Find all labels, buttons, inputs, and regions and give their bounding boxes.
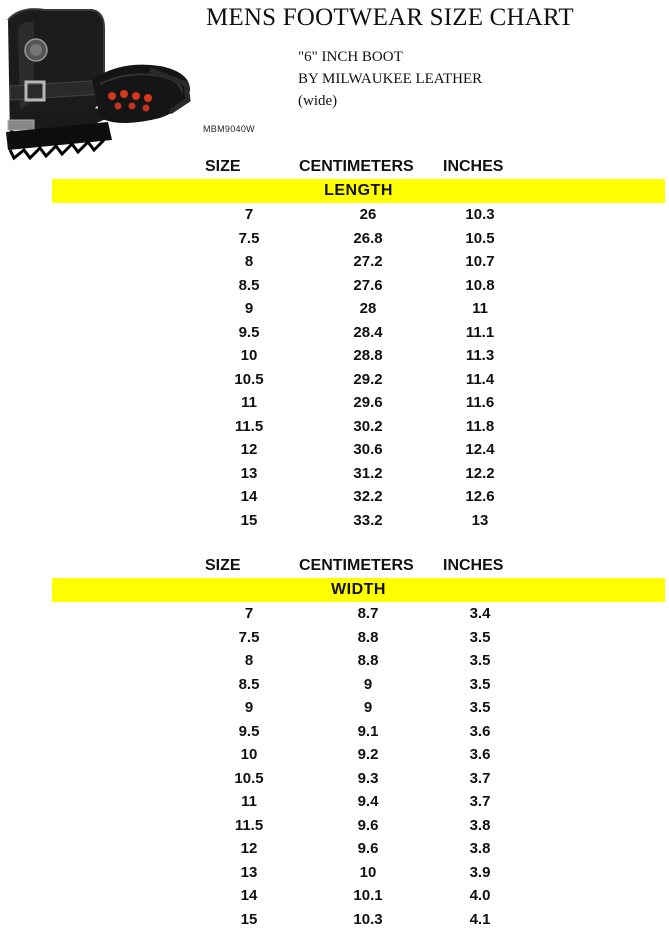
width-table-row bbox=[0, 790, 669, 813]
length-inches-cell: 11.8 bbox=[465, 417, 495, 435]
length-table-row bbox=[0, 344, 669, 367]
length-inches-cell: 12.6 bbox=[465, 488, 495, 505]
width-inches-cell: 4.1 bbox=[469, 910, 491, 928]
length-inches-cell: 11.3 bbox=[465, 347, 495, 364]
length-centimeters-cell: 26.8 bbox=[353, 229, 383, 247]
length-table-row bbox=[0, 509, 669, 532]
length-size-cell: 7 bbox=[244, 206, 254, 223]
length-centimeters-cell: 29.6 bbox=[353, 394, 383, 411]
length-size-cell: 8 bbox=[244, 253, 254, 270]
length-centimeters-cell: 26 bbox=[359, 206, 377, 223]
length-table-row bbox=[0, 227, 669, 250]
width-table-row bbox=[0, 814, 669, 837]
length-table-row bbox=[0, 368, 669, 391]
boot-product-image bbox=[0, 0, 200, 165]
width-table-row bbox=[0, 743, 669, 766]
length-size-cell: 9 bbox=[244, 300, 254, 317]
width-inches-cell: 3.9 bbox=[469, 863, 491, 881]
width-size-cell: 11 bbox=[241, 793, 257, 810]
width-band: WIDTH bbox=[52, 578, 665, 602]
length-inches-cell: 11.1 bbox=[465, 323, 495, 341]
width-table-row bbox=[0, 696, 669, 719]
length-centimeters-cell: 33.2 bbox=[353, 511, 383, 529]
width-inches-cell: 3.6 bbox=[469, 746, 491, 763]
length-centimeters-cell: 31.2 bbox=[353, 464, 383, 482]
length-centimeters-cell: 28.8 bbox=[353, 347, 383, 364]
subtitle-line-3: (wide) bbox=[298, 93, 338, 109]
length-size-cell: 15 bbox=[240, 511, 258, 529]
width-size-cell: 11.5 bbox=[234, 816, 264, 834]
width-size-cell: 13 bbox=[240, 863, 258, 881]
width-centimeters-cell: 8.7 bbox=[357, 605, 379, 622]
length-centimeters-header: CENTIMETERS bbox=[299, 158, 414, 175]
length-inches-cell: 12.2 bbox=[465, 464, 495, 482]
width-size-cell: 8 bbox=[244, 652, 254, 669]
width-size-cell: 10 bbox=[240, 746, 258, 763]
width-centimeters-cell: 9.2 bbox=[357, 746, 379, 763]
width-centimeters-cell: 9 bbox=[363, 699, 373, 716]
width-size-cell: 7 bbox=[244, 605, 254, 622]
length-centimeters-cell: 29.2 bbox=[353, 370, 383, 388]
length-inches-cell: 12.4 bbox=[465, 441, 495, 458]
length-size-cell: 14 bbox=[240, 488, 258, 505]
width-inches-header: INCHES bbox=[443, 557, 504, 574]
length-table-row bbox=[0, 462, 669, 485]
length-centimeters-cell: 30.6 bbox=[353, 441, 383, 458]
length-centimeters-cell: 28.4 bbox=[353, 323, 383, 341]
width-table-row bbox=[0, 720, 669, 743]
length-size-cell: 11 bbox=[241, 394, 257, 411]
width-table-row bbox=[0, 861, 669, 884]
width-table-row bbox=[0, 837, 669, 860]
width-table-row bbox=[0, 908, 669, 931]
width-table-row bbox=[0, 673, 669, 696]
length-size-cell: 11.5 bbox=[234, 417, 264, 435]
subtitle-line-1: "6" INCH BOOT bbox=[298, 49, 403, 65]
length-centimeters-cell: 30.2 bbox=[353, 417, 383, 435]
width-inches-cell: 3.8 bbox=[469, 840, 491, 857]
width-table-row bbox=[0, 884, 669, 907]
width-centimeters-cell: 8.8 bbox=[357, 652, 379, 669]
length-band: LENGTH bbox=[52, 179, 665, 203]
length-size-cell: 8.5 bbox=[238, 276, 260, 294]
length-inches-cell: 10.8 bbox=[465, 276, 495, 294]
length-table-row bbox=[0, 203, 669, 226]
width-size-cell: 12 bbox=[240, 840, 258, 857]
width-size-header: SIZE bbox=[205, 557, 241, 574]
length-size-cell: 7.5 bbox=[238, 229, 260, 247]
length-inches-header: INCHES bbox=[443, 158, 504, 175]
width-inches-cell: 3.8 bbox=[469, 816, 491, 834]
width-inches-cell: 3.7 bbox=[469, 793, 491, 810]
width-inches-cell: 3.5 bbox=[469, 628, 491, 646]
model-code: MBM9040W bbox=[203, 124, 255, 134]
width-inches-cell: 3.6 bbox=[469, 722, 491, 740]
length-size-cell: 9.5 bbox=[238, 323, 260, 341]
width-inches-cell: 3.5 bbox=[469, 652, 491, 669]
width-centimeters-cell: 9.4 bbox=[357, 793, 379, 810]
length-inches-cell: 13 bbox=[471, 511, 489, 529]
width-size-cell: 8.5 bbox=[238, 675, 260, 693]
width-inches-cell: 3.5 bbox=[469, 675, 491, 693]
length-inches-cell: 10.3 bbox=[465, 206, 495, 223]
length-table-row bbox=[0, 415, 669, 438]
page-title: MENS FOOTWEAR SIZE CHART bbox=[206, 4, 574, 31]
length-table-row bbox=[0, 485, 669, 508]
width-centimeters-cell: 10.3 bbox=[353, 910, 383, 928]
width-size-cell: 14 bbox=[240, 887, 258, 904]
length-inches-cell: 10.7 bbox=[465, 253, 495, 270]
width-size-cell: 9.5 bbox=[238, 722, 260, 740]
width-table-row bbox=[0, 649, 669, 672]
width-centimeters-cell: 10 bbox=[359, 863, 377, 881]
length-size-cell: 12 bbox=[240, 441, 258, 458]
length-inches-cell: 10.5 bbox=[465, 229, 495, 247]
length-table-row bbox=[0, 274, 669, 297]
length-inches-cell: 11 bbox=[472, 300, 488, 317]
width-centimeters-cell: 9.1 bbox=[357, 722, 379, 740]
width-centimeters-cell: 9.6 bbox=[357, 840, 379, 857]
length-table-row bbox=[0, 438, 669, 461]
width-table-row bbox=[0, 626, 669, 649]
length-table-row bbox=[0, 321, 669, 344]
length-size-header: SIZE bbox=[205, 158, 241, 175]
length-centimeters-cell: 27.2 bbox=[353, 253, 383, 270]
length-centimeters-cell: 28 bbox=[359, 300, 377, 317]
length-table-row bbox=[0, 391, 669, 414]
width-centimeters-cell: 9.3 bbox=[357, 769, 379, 787]
width-centimeters-cell: 10.1 bbox=[353, 887, 383, 904]
length-inches-cell: 11.6 bbox=[465, 394, 495, 411]
length-table-row bbox=[0, 297, 669, 320]
width-centimeters-cell: 9 bbox=[363, 675, 373, 693]
length-size-cell: 10.5 bbox=[234, 370, 264, 388]
length-table-row bbox=[0, 250, 669, 273]
width-centimeters-cell: 8.8 bbox=[357, 628, 379, 646]
length-inches-cell: 11.4 bbox=[465, 370, 495, 388]
width-size-cell: 10.5 bbox=[234, 769, 264, 787]
width-inches-cell: 3.7 bbox=[469, 769, 491, 787]
width-table-row bbox=[0, 602, 669, 625]
length-centimeters-cell: 27.6 bbox=[353, 276, 383, 294]
length-size-cell: 13 bbox=[240, 464, 258, 482]
subtitle-line-2: BY MILWAUKEE LEATHER bbox=[298, 71, 483, 87]
length-size-cell: 10 bbox=[240, 347, 258, 364]
width-table-row bbox=[0, 767, 669, 790]
width-inches-cell: 3.5 bbox=[469, 699, 491, 716]
width-size-cell: 9 bbox=[244, 699, 254, 716]
width-inches-cell: 4.0 bbox=[469, 887, 491, 904]
width-size-cell: 7.5 bbox=[238, 628, 260, 646]
width-size-cell: 15 bbox=[240, 910, 258, 928]
length-centimeters-cell: 32.2 bbox=[353, 488, 383, 505]
width-inches-cell: 3.4 bbox=[469, 605, 491, 622]
width-centimeters-header: CENTIMETERS bbox=[299, 557, 414, 574]
width-centimeters-cell: 9.6 bbox=[357, 816, 379, 834]
